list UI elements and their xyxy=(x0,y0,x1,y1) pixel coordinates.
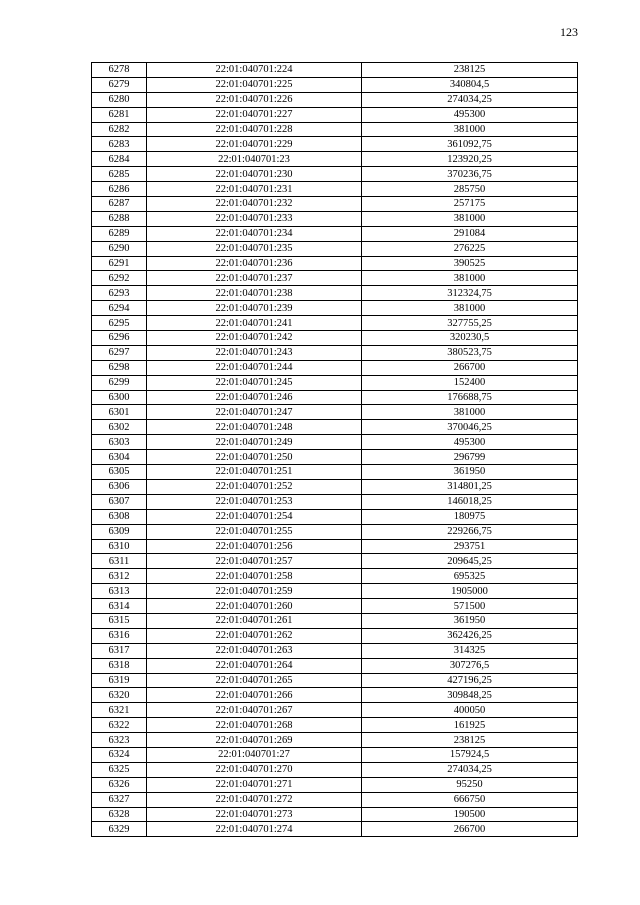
table-row xyxy=(92,137,578,152)
row-number-cell: 6300 xyxy=(92,390,147,405)
row-number-cell: 6326 xyxy=(92,777,147,792)
row-number-cell: 6303 xyxy=(92,435,147,450)
table-row xyxy=(92,747,578,762)
row-number-cell: 6308 xyxy=(92,509,147,524)
table-row xyxy=(92,524,578,539)
table-row xyxy=(92,643,578,658)
row-number-cell: 6279 xyxy=(92,77,147,92)
cadastral-number-cell: 22:01:040701:224 xyxy=(147,63,362,78)
value-cell: 312324,75 xyxy=(362,286,578,301)
row-number-cell: 6295 xyxy=(92,316,147,331)
cadastral-table xyxy=(91,62,578,837)
cadastral-number-cell: 22:01:040701:260 xyxy=(147,599,362,614)
value-cell: 257175 xyxy=(362,197,578,212)
value-cell: 161925 xyxy=(362,718,578,733)
table-row xyxy=(92,345,578,360)
cadastral-number-cell: 22:01:040701:258 xyxy=(147,569,362,584)
row-number-cell: 6327 xyxy=(92,792,147,807)
value-cell: 381000 xyxy=(362,122,578,137)
row-number-cell: 6293 xyxy=(92,286,147,301)
page-number: 123 xyxy=(560,25,578,39)
table-row xyxy=(92,77,578,92)
cadastral-number-cell: 22:01:040701:249 xyxy=(147,435,362,450)
value-cell: 291084 xyxy=(362,226,578,241)
table-row xyxy=(92,494,578,509)
row-number-cell: 6328 xyxy=(92,807,147,822)
value-cell: 266700 xyxy=(362,822,578,837)
cadastral-number-cell: 22:01:040701:265 xyxy=(147,673,362,688)
row-number-cell: 6309 xyxy=(92,524,147,539)
cadastral-number-cell: 22:01:040701:256 xyxy=(147,539,362,554)
table-row xyxy=(92,807,578,822)
row-number-cell: 6289 xyxy=(92,226,147,241)
value-cell: 327755,25 xyxy=(362,316,578,331)
cadastral-number-cell: 22:01:040701:272 xyxy=(147,792,362,807)
cadastral-number-cell: 22:01:040701:250 xyxy=(147,450,362,465)
cadastral-number-cell: 22:01:040701:264 xyxy=(147,658,362,673)
table-row xyxy=(92,241,578,256)
row-number-cell: 6292 xyxy=(92,271,147,286)
cadastral-number-cell: 22:01:040701:235 xyxy=(147,241,362,256)
value-cell: 695325 xyxy=(362,569,578,584)
row-number-cell: 6301 xyxy=(92,405,147,420)
cadastral-number-cell: 22:01:040701:269 xyxy=(147,733,362,748)
value-cell: 274034,25 xyxy=(362,762,578,777)
row-number-cell: 6280 xyxy=(92,92,147,107)
cadastral-number-cell: 22:01:040701:270 xyxy=(147,762,362,777)
table-row xyxy=(92,63,578,78)
row-number-cell: 6324 xyxy=(92,747,147,762)
table-row xyxy=(92,360,578,375)
row-number-cell: 6297 xyxy=(92,345,147,360)
cadastral-number-cell: 22:01:040701:263 xyxy=(147,643,362,658)
value-cell: 309848,25 xyxy=(362,688,578,703)
row-number-cell: 6312 xyxy=(92,569,147,584)
cadastral-number-cell: 22:01:040701:239 xyxy=(147,301,362,316)
cadastral-number-cell: 22:01:040701:253 xyxy=(147,494,362,509)
cadastral-number-cell: 22:01:040701:274 xyxy=(147,822,362,837)
row-number-cell: 6311 xyxy=(92,554,147,569)
value-cell: 370236,75 xyxy=(362,167,578,182)
table-row xyxy=(92,316,578,331)
row-number-cell: 6304 xyxy=(92,450,147,465)
row-number-cell: 6305 xyxy=(92,465,147,480)
table-row xyxy=(92,792,578,807)
cadastral-number-cell: 22:01:040701:242 xyxy=(147,331,362,346)
value-cell: 307276,5 xyxy=(362,658,578,673)
table-row xyxy=(92,375,578,390)
row-number-cell: 6320 xyxy=(92,688,147,703)
value-cell: 146018,25 xyxy=(362,494,578,509)
table-row xyxy=(92,211,578,226)
value-cell: 361092,75 xyxy=(362,137,578,152)
table-row xyxy=(92,465,578,480)
value-cell: 427196,25 xyxy=(362,673,578,688)
value-cell: 176688,75 xyxy=(362,390,578,405)
value-cell: 361950 xyxy=(362,613,578,628)
row-number-cell: 6323 xyxy=(92,733,147,748)
cadastral-number-cell: 22:01:040701:248 xyxy=(147,420,362,435)
value-cell: 370046,25 xyxy=(362,420,578,435)
cadastral-number-cell: 22:01:040701:23 xyxy=(147,152,362,167)
row-number-cell: 6287 xyxy=(92,197,147,212)
table-row xyxy=(92,256,578,271)
value-cell: 380523,75 xyxy=(362,345,578,360)
cadastral-number-cell: 22:01:040701:254 xyxy=(147,509,362,524)
cadastral-number-cell: 22:01:040701:244 xyxy=(147,360,362,375)
row-number-cell: 6329 xyxy=(92,822,147,837)
cadastral-number-cell: 22:01:040701:266 xyxy=(147,688,362,703)
row-number-cell: 6325 xyxy=(92,762,147,777)
table-row xyxy=(92,658,578,673)
value-cell: 1905000 xyxy=(362,584,578,599)
row-number-cell: 6302 xyxy=(92,420,147,435)
row-number-cell: 6290 xyxy=(92,241,147,256)
cadastral-number-cell: 22:01:040701:237 xyxy=(147,271,362,286)
table-row xyxy=(92,509,578,524)
value-cell: 296799 xyxy=(362,450,578,465)
cadastral-number-cell: 22:01:040701:230 xyxy=(147,167,362,182)
table-row xyxy=(92,420,578,435)
cadastral-number-cell: 22:01:040701:251 xyxy=(147,465,362,480)
cadastral-number-cell: 22:01:040701:255 xyxy=(147,524,362,539)
value-cell: 274034,25 xyxy=(362,92,578,107)
cadastral-number-cell: 22:01:040701:273 xyxy=(147,807,362,822)
value-cell: 152400 xyxy=(362,375,578,390)
table-row xyxy=(92,226,578,241)
row-number-cell: 6296 xyxy=(92,331,147,346)
value-cell: 238125 xyxy=(362,733,578,748)
cadastral-number-cell: 22:01:040701:227 xyxy=(147,107,362,122)
cadastral-number-cell: 22:01:040701:259 xyxy=(147,584,362,599)
value-cell: 209645,25 xyxy=(362,554,578,569)
cadastral-number-cell: 22:01:040701:236 xyxy=(147,256,362,271)
row-number-cell: 6281 xyxy=(92,107,147,122)
cadastral-number-cell: 22:01:040701:231 xyxy=(147,182,362,197)
value-cell: 340804,5 xyxy=(362,77,578,92)
cadastral-number-cell: 22:01:040701:234 xyxy=(147,226,362,241)
table-row xyxy=(92,92,578,107)
cadastral-number-cell: 22:01:040701:225 xyxy=(147,77,362,92)
value-cell: 666750 xyxy=(362,792,578,807)
row-number-cell: 6282 xyxy=(92,122,147,137)
value-cell: 276225 xyxy=(362,241,578,256)
cadastral-number-cell: 22:01:040701:261 xyxy=(147,613,362,628)
table-row xyxy=(92,703,578,718)
value-cell: 314801,25 xyxy=(362,479,578,494)
table-row xyxy=(92,777,578,792)
table-row xyxy=(92,122,578,137)
table-row xyxy=(92,718,578,733)
row-number-cell: 6316 xyxy=(92,628,147,643)
row-number-cell: 6291 xyxy=(92,256,147,271)
value-cell: 495300 xyxy=(362,435,578,450)
row-number-cell: 6284 xyxy=(92,152,147,167)
row-number-cell: 6318 xyxy=(92,658,147,673)
table-row xyxy=(92,107,578,122)
cadastral-number-cell: 22:01:040701:245 xyxy=(147,375,362,390)
row-number-cell: 6313 xyxy=(92,584,147,599)
value-cell: 381000 xyxy=(362,271,578,286)
row-number-cell: 6321 xyxy=(92,703,147,718)
row-number-cell: 6278 xyxy=(92,63,147,78)
row-number-cell: 6306 xyxy=(92,479,147,494)
table-row xyxy=(92,301,578,316)
row-number-cell: 6310 xyxy=(92,539,147,554)
table-row xyxy=(92,331,578,346)
table-row xyxy=(92,405,578,420)
row-number-cell: 6315 xyxy=(92,613,147,628)
table-row xyxy=(92,613,578,628)
value-cell: 123920,25 xyxy=(362,152,578,167)
cadastral-number-cell: 22:01:040701:267 xyxy=(147,703,362,718)
value-cell: 361950 xyxy=(362,465,578,480)
table-row xyxy=(92,733,578,748)
table-row xyxy=(92,182,578,197)
row-number-cell: 6307 xyxy=(92,494,147,509)
cadastral-number-cell: 22:01:040701:27 xyxy=(147,747,362,762)
cadastral-number-cell: 22:01:040701:238 xyxy=(147,286,362,301)
value-cell: 229266,75 xyxy=(362,524,578,539)
cadastral-number-cell: 22:01:040701:232 xyxy=(147,197,362,212)
table-row xyxy=(92,197,578,212)
table-row xyxy=(92,688,578,703)
cadastral-number-cell: 22:01:040701:268 xyxy=(147,718,362,733)
value-cell: 362426,25 xyxy=(362,628,578,643)
value-cell: 190500 xyxy=(362,807,578,822)
table-row xyxy=(92,479,578,494)
cadastral-number-cell: 22:01:040701:252 xyxy=(147,479,362,494)
row-number-cell: 6317 xyxy=(92,643,147,658)
table-row xyxy=(92,450,578,465)
row-number-cell: 6299 xyxy=(92,375,147,390)
table-row xyxy=(92,628,578,643)
value-cell: 381000 xyxy=(362,301,578,316)
row-number-cell: 6283 xyxy=(92,137,147,152)
value-cell: 95250 xyxy=(362,777,578,792)
cadastral-number-cell: 22:01:040701:257 xyxy=(147,554,362,569)
row-number-cell: 6285 xyxy=(92,167,147,182)
value-cell: 381000 xyxy=(362,405,578,420)
row-number-cell: 6288 xyxy=(92,211,147,226)
table-row xyxy=(92,673,578,688)
row-number-cell: 6319 xyxy=(92,673,147,688)
value-cell: 266700 xyxy=(362,360,578,375)
table-row xyxy=(92,435,578,450)
value-cell: 320230,5 xyxy=(362,331,578,346)
cadastral-number-cell: 22:01:040701:229 xyxy=(147,137,362,152)
cadastral-number-cell: 22:01:040701:228 xyxy=(147,122,362,137)
value-cell: 314325 xyxy=(362,643,578,658)
value-cell: 157924,5 xyxy=(362,747,578,762)
row-number-cell: 6294 xyxy=(92,301,147,316)
row-number-cell: 6322 xyxy=(92,718,147,733)
row-number-cell: 6298 xyxy=(92,360,147,375)
table-row xyxy=(92,167,578,182)
value-cell: 400050 xyxy=(362,703,578,718)
cadastral-number-cell: 22:01:040701:247 xyxy=(147,405,362,420)
value-cell: 495300 xyxy=(362,107,578,122)
value-cell: 381000 xyxy=(362,211,578,226)
table-row xyxy=(92,271,578,286)
table-row xyxy=(92,390,578,405)
row-number-cell: 6286 xyxy=(92,182,147,197)
value-cell: 285750 xyxy=(362,182,578,197)
table-row xyxy=(92,539,578,554)
value-cell: 390525 xyxy=(362,256,578,271)
cadastral-number-cell: 22:01:040701:262 xyxy=(147,628,362,643)
value-cell: 180975 xyxy=(362,509,578,524)
row-number-cell: 6314 xyxy=(92,599,147,614)
value-cell: 238125 xyxy=(362,63,578,78)
cadastral-number-cell: 22:01:040701:271 xyxy=(147,777,362,792)
cadastral-number-cell: 22:01:040701:233 xyxy=(147,211,362,226)
cadastral-number-cell: 22:01:040701:246 xyxy=(147,390,362,405)
table-row xyxy=(92,599,578,614)
table-row xyxy=(92,762,578,777)
table-row xyxy=(92,822,578,837)
table-row xyxy=(92,152,578,167)
cadastral-number-cell: 22:01:040701:226 xyxy=(147,92,362,107)
cadastral-number-cell: 22:01:040701:243 xyxy=(147,345,362,360)
value-cell: 571500 xyxy=(362,599,578,614)
value-cell: 293751 xyxy=(362,539,578,554)
table-row xyxy=(92,554,578,569)
table-row xyxy=(92,584,578,599)
table-body xyxy=(92,63,578,837)
cadastral-number-cell: 22:01:040701:241 xyxy=(147,316,362,331)
table-row xyxy=(92,569,578,584)
table-row xyxy=(92,286,578,301)
